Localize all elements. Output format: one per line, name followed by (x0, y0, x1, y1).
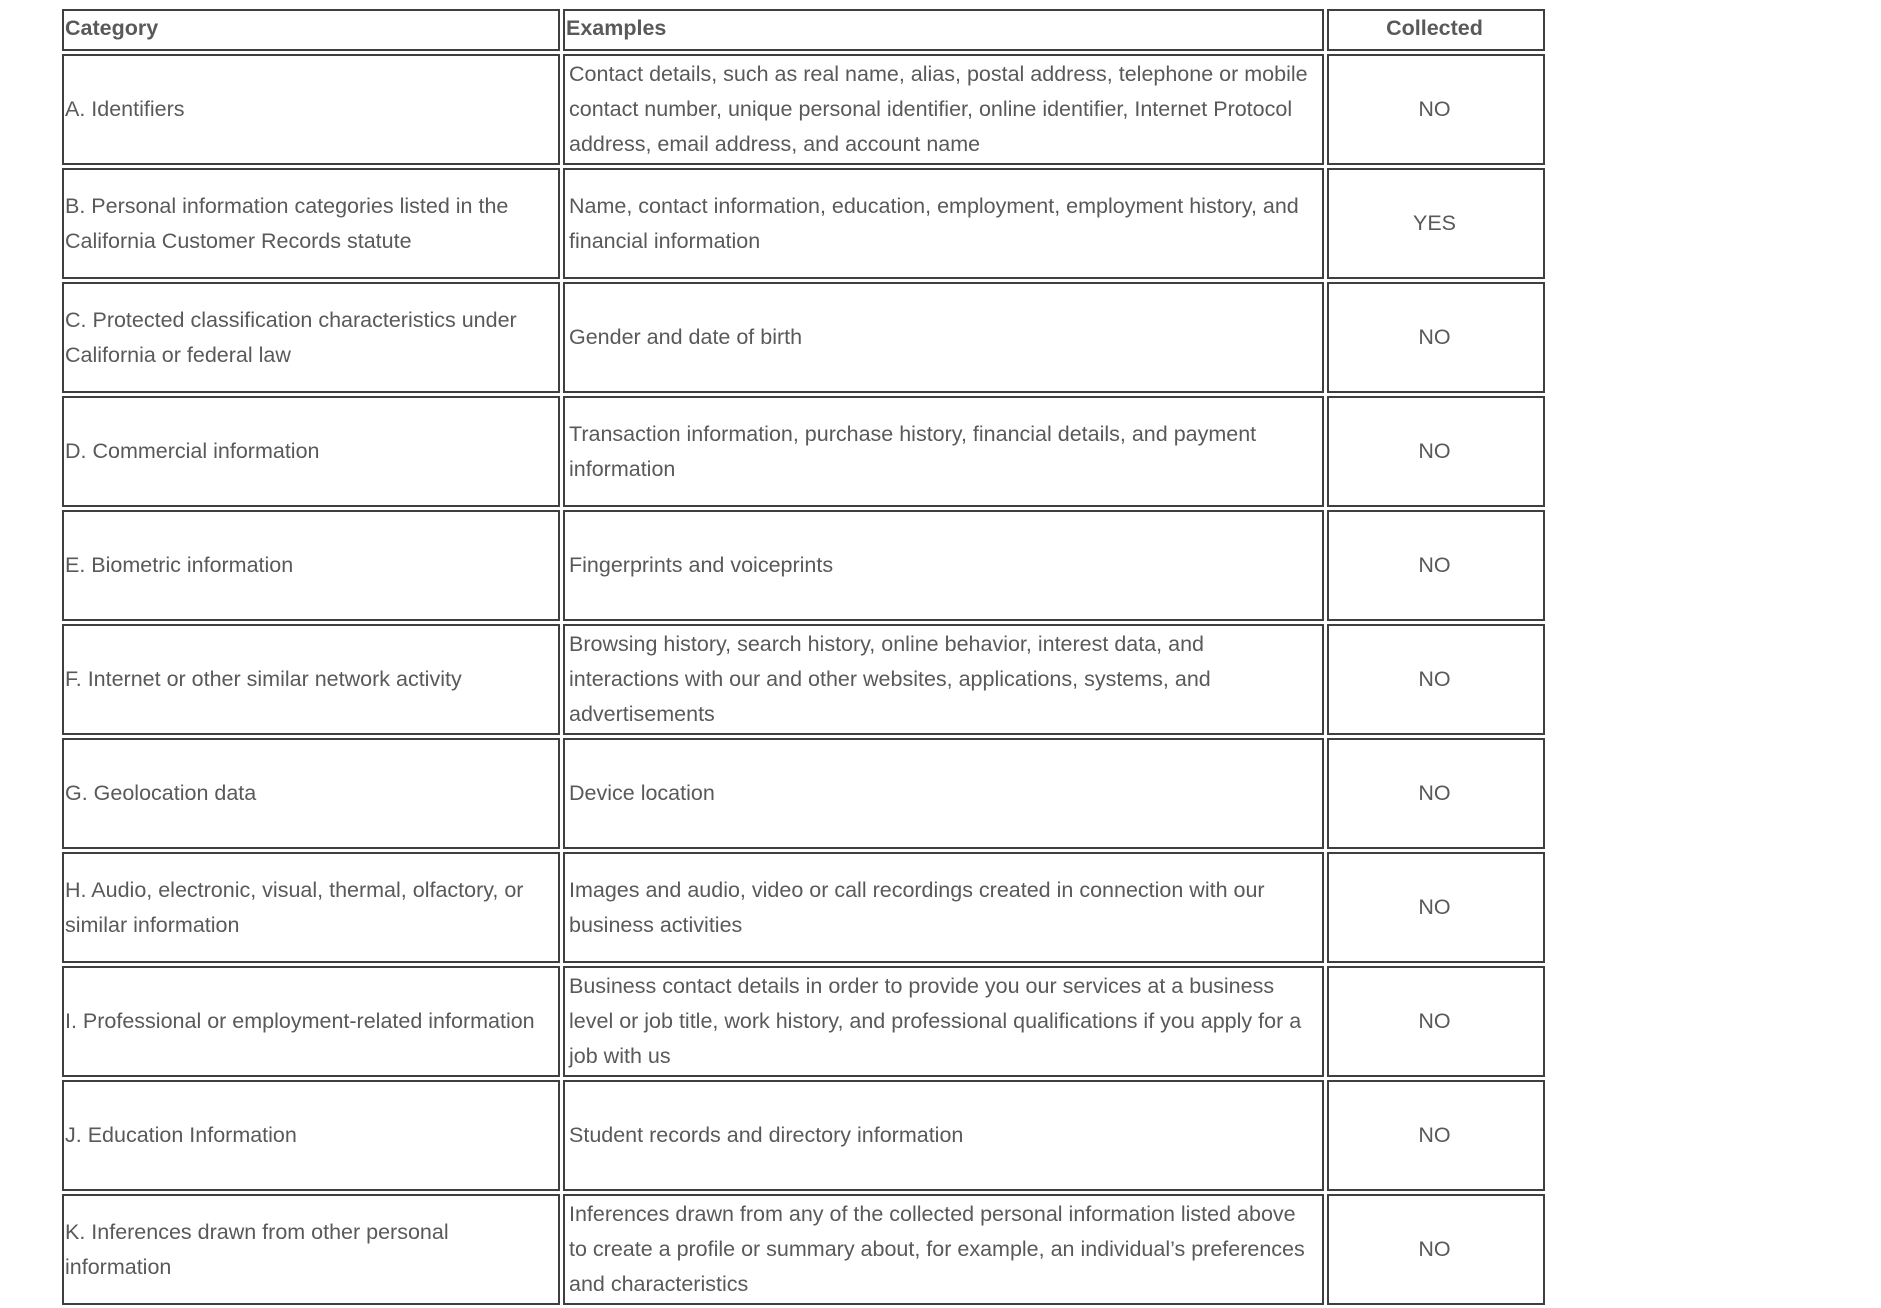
category-cell: D. Commercial information (62, 396, 560, 507)
column-header-examples: Examples (563, 9, 1324, 51)
collected-cell: NO (1327, 1194, 1545, 1305)
table-row (62, 396, 1545, 507)
table-row (62, 510, 1545, 621)
table-row (62, 1080, 1545, 1191)
table-row (62, 1194, 1545, 1305)
collected-cell: NO (1327, 966, 1545, 1077)
collected-cell: NO (1327, 282, 1545, 393)
examples-cell: Contact details, such as real name, alias, postal address, telephone or mobile contact number, unique personal identifier, online identifier, Internet Protocol address, email address, and account name (563, 54, 1324, 165)
examples-cell: Business contact details in order to provide you our services at a business level or job title, work history, and professional qualifications if you apply for a job with us (563, 966, 1324, 1077)
collected-cell: NO (1327, 54, 1545, 165)
examples-cell: Images and audio, video or call recordings created in connection with our business activities (563, 852, 1324, 963)
category-cell: B. Personal information categories listed in the California Customer Records statute (62, 168, 560, 279)
examples-cell: Device location (563, 738, 1324, 849)
category-cell: J. Education Information (62, 1080, 560, 1191)
collected-cell: NO (1327, 738, 1545, 849)
table-row (62, 282, 1545, 393)
collected-cell: NO (1327, 852, 1545, 963)
category-cell: G. Geolocation data (62, 738, 560, 849)
category-cell: E. Biometric information (62, 510, 560, 621)
examples-cell: Gender and date of birth (563, 282, 1324, 393)
collected-cell: NO (1327, 510, 1545, 621)
examples-cell: Inferences drawn from any of the collected personal information listed above to create a profile or summary about, for example, an individual’s preferences and characteristics (563, 1194, 1324, 1305)
personal-information-table (59, 6, 1548, 1308)
collected-cell: NO (1327, 624, 1545, 735)
category-cell: C. Protected classification characteristics under California or federal law (62, 282, 560, 393)
category-cell: H. Audio, electronic, visual, thermal, olfactory, or similar information (62, 852, 560, 963)
examples-cell: Student records and directory information (563, 1080, 1324, 1191)
table-header-row (62, 9, 1545, 51)
category-cell: F. Internet or other similar network activity (62, 624, 560, 735)
examples-cell: Transaction information, purchase history, financial details, and payment information (563, 396, 1324, 507)
collected-cell: NO (1327, 396, 1545, 507)
table-row (62, 966, 1545, 1077)
table-row (62, 168, 1545, 279)
column-header-category: Category (62, 9, 560, 51)
category-cell: K. Inferences drawn from other personal information (62, 1194, 560, 1305)
collected-cell: NO (1327, 1080, 1545, 1191)
collected-cell: YES (1327, 168, 1545, 279)
examples-cell: Browsing history, search history, online behavior, interest data, and interactions with our and other websites, applications, systems, and advertisements (563, 624, 1324, 735)
table-row (62, 54, 1545, 165)
examples-cell: Fingerprints and voiceprints (563, 510, 1324, 621)
table-row (62, 852, 1545, 963)
table-row (62, 624, 1545, 735)
column-header-collected: Collected (1327, 9, 1545, 51)
category-cell: I. Professional or employment-related information (62, 966, 560, 1077)
category-cell: A. Identifiers (62, 54, 560, 165)
table-row (62, 738, 1545, 849)
examples-cell: Name, contact information, education, employment, employment history, and financial information (563, 168, 1324, 279)
